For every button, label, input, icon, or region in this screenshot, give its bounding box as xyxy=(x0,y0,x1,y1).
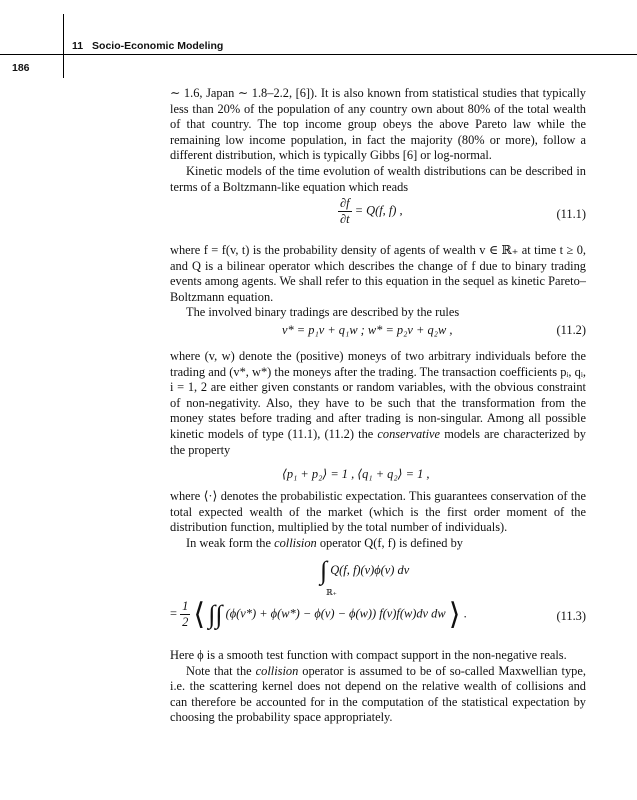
equation-property-body: ⟨p₁ + p₂⟩ = 1 , ⟨q₁ + q₂⟩ = 1 , xyxy=(282,467,430,481)
equation-11-1-body xyxy=(338,196,403,227)
text-block-1 xyxy=(170,86,586,195)
paragraph-6: where ⟨·⟩ denotes the probabilistic expectation. This guarantees conservation of the total expected wealth of the market (which is the first order moment of the distribution function, multiplied by the total number of individuals). xyxy=(170,489,587,535)
paragraph-9-part-a: Note that the xyxy=(186,663,256,678)
chapter-number: 11 xyxy=(72,40,84,52)
equation-11-3-integrand-2: (ϕ(v*) + ϕ(w*) − ϕ(v) − ϕ(w)) f(v)f(w)dv dw xyxy=(225,606,446,621)
equation-11-1-number: (11.1) xyxy=(556,207,586,221)
integral-sign: ∫ xyxy=(320,556,328,585)
partial-numerator: ∂f xyxy=(340,196,350,210)
equation-11-2-body: v* = p₁v + q₁w ; w* = p₂v + q₂w , xyxy=(282,323,453,337)
paragraph-5-emphasis: conservative xyxy=(377,426,441,441)
partial-denominator: ∂t xyxy=(340,212,350,226)
paragraph-5-part-a: where (v, w) denote the (positive) moneys of two arbitrary individuals before the trading and (v*, w*) the moneys after the trading. The transaction coefficients pᵢ, qᵢ, i = 1, 2 are either given constants or random variables, with the obvious constraint of non-negativity. Also, they have to be such that the transformation from the money states before trading and after trading is non-singular. Among all possible kinetic models of type (11.1), (11.2) the xyxy=(170,349,586,441)
equation-11-2-number: (11.2) xyxy=(556,323,586,337)
equation-11-1 xyxy=(170,196,586,240)
paragraph-9 xyxy=(170,664,586,726)
equation-11-2 xyxy=(170,323,586,341)
text-block-5 xyxy=(170,648,586,726)
equation-property xyxy=(170,466,586,484)
paragraph-7-part-b: operator Q(f, f) is defined by xyxy=(316,535,463,550)
paragraph-9-emphasis: collision xyxy=(255,663,299,678)
equation-11-3-integrand: Q(f, f)(v)ϕ(v) dv xyxy=(330,562,410,577)
half-numerator: 1 xyxy=(182,599,189,613)
integral-sign-outer: ∫ xyxy=(208,599,216,629)
equation-11-3-number: (11.3) xyxy=(556,609,586,623)
chapter-title: Socio-Economic Modeling xyxy=(92,40,224,52)
paragraph-2: Kinetic models of the time evolution of wealth distributions can be described in terms of a Boltzmann-like equation which reads xyxy=(170,163,586,194)
equation-11-3-line-1 xyxy=(170,556,586,598)
partial-fraction xyxy=(338,196,352,227)
paragraph-7-part-a: In weak form the xyxy=(186,535,275,550)
paragraph-8: Here ϕ is a smooth test function with compact support in the non-negative reals. xyxy=(170,648,567,662)
paragraph-5-part-b: models are characterized by the property xyxy=(170,426,586,457)
header-vertical-rule xyxy=(63,14,64,78)
equation-11-1-rhs: = Q(f, f) , xyxy=(354,203,403,218)
paragraph-3: where f = f(v, t) is the probability density of agents of wealth v ∈ ℝ₊ at time t ≥ 0, and Q is a bilinear operator which describes the change of f due to binary trading events among agents. We shall refer to this equation in the sequel as kinetic Pareto–Boltzmann equation. xyxy=(170,243,586,304)
paragraph-4: The involved binary tradings are described by the rules xyxy=(186,305,460,320)
equation-11-3-line-2-body: = $\frac{1}{2}$ ⟨ ∫∫ (ϕ(v*) + ϕ(w*) − ϕ(v) − ϕ(w)) f(v)f(w)dv dw ⟩ . xyxy=(170,598,467,631)
paragraph-9-part-b: operator is assumed to be of so-called Maxwellian type, i.e. the scattering kernel does not depend on the relative wealth of collisions and can therefore be accounted for in the computation of the statistical expectation by choosing the probability space appropriately. xyxy=(170,663,586,725)
running-header xyxy=(72,40,223,52)
equation-11-3-line-1-body xyxy=(320,556,409,586)
text-block-4 xyxy=(170,489,586,551)
integral-domain: ℝ₊ xyxy=(326,588,337,597)
page-number: 186 xyxy=(12,62,30,74)
paragraph-5 xyxy=(170,349,586,458)
half-denominator: 2 xyxy=(182,615,189,629)
half-fraction xyxy=(180,599,190,630)
paragraph-1: ∼ 1.6, Japan ∼ 1.8–2.2, [6]). It is also known from statistical studies that typically less than 20% of the population of any country own about 80% of the total wealth of that country. The top income group obeys the above Pareto law while the remaining low income population, in fact the majority (80% or more), follow a different distribution, which is typically Gibbs [6] or log-normal. xyxy=(170,86,586,163)
left-angle-bracket: ⟨ xyxy=(193,598,206,631)
text-block-3 xyxy=(170,349,586,458)
paragraph-7 xyxy=(170,536,586,552)
header-horizontal-rule xyxy=(0,54,637,55)
equation-11-3-line-2 xyxy=(170,597,586,641)
integral-sign-inner: ∫ xyxy=(215,599,223,629)
text-block-2 xyxy=(170,243,586,321)
paragraph-7-emphasis: collision xyxy=(274,535,317,550)
right-angle-bracket: ⟩ xyxy=(448,598,461,631)
